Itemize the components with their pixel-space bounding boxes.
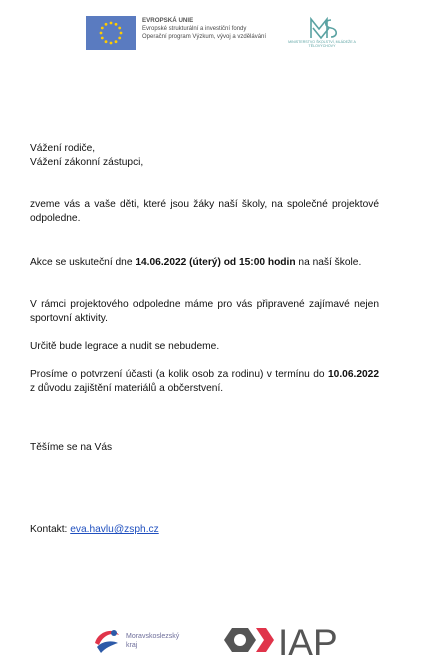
- program-paragraph: V rámci projektového odpoledne máme pro vás připravené zajímavé nejen sportovní aktivity.: [30, 299, 379, 324]
- msk-line: Moravskoslezský: [126, 633, 180, 640]
- eu-title: EVROPSKÁ UNIE: [142, 17, 194, 24]
- iap-logo: [222, 620, 352, 660]
- salutation-line: Vážení rodiče,: [30, 143, 96, 154]
- invitation-paragraph: zveme vás a vaše děti, které jsou žáky naší školy, na společné projektové odpoledne.: [30, 199, 379, 224]
- salutation: [30, 142, 379, 170]
- event-date: 14.06.2022 (úterý) od 15:00 hodin: [135, 257, 296, 268]
- msk-line: kraj: [126, 642, 138, 649]
- msk-text: [126, 632, 179, 650]
- salutation-line: Vážení zákonní zástupci,: [30, 157, 144, 168]
- fun-paragraph: Určitě bude legrace a nudit se nebudeme.: [30, 341, 220, 352]
- moravskoslezsky-kraj-logo: [92, 623, 122, 655]
- eu-funds-line: Evropské strukturální a investiční fondy: [142, 26, 247, 32]
- rsvp-prefix: Prosíme o potvrzení účasti (a kolik osob za rodinu) v termínu do: [30, 369, 328, 380]
- eu-flag-logo: [86, 16, 136, 50]
- event-paragraph: [30, 256, 379, 270]
- msmt-emblem-icon: [291, 16, 353, 42]
- rsvp-suffix: z důvodu zajištění materiálů a občerstvení.: [30, 383, 224, 394]
- iap-emblem-icon: [222, 620, 352, 660]
- msk-emblem-icon: [92, 623, 122, 655]
- rsvp-date: 10.06.2022: [328, 369, 379, 380]
- iap-text: IAP: [278, 622, 338, 660]
- contact-email-link[interactable]: eva.havlu@zsph.cz: [70, 524, 159, 535]
- closing-line: Těšíme se na Vás: [30, 442, 113, 453]
- eu-program-line: Operační program Výzkum, vývoj a vzdělávání: [142, 34, 267, 40]
- eu-program-text: [142, 17, 266, 41]
- eu-stars-icon: [86, 16, 136, 50]
- contact-line: [30, 523, 379, 537]
- msmt-caption: MINISTERSTVO ŠKOLSTVÍ, MLÁDEŽE A TĚLOVÝCHOVY: [288, 40, 356, 49]
- contact-label: Kontakt:: [30, 524, 71, 535]
- event-suffix: na naší škole.: [295, 257, 362, 268]
- rsvp-paragraph: [30, 368, 379, 396]
- event-prefix: Akce se uskuteční dne: [30, 257, 136, 268]
